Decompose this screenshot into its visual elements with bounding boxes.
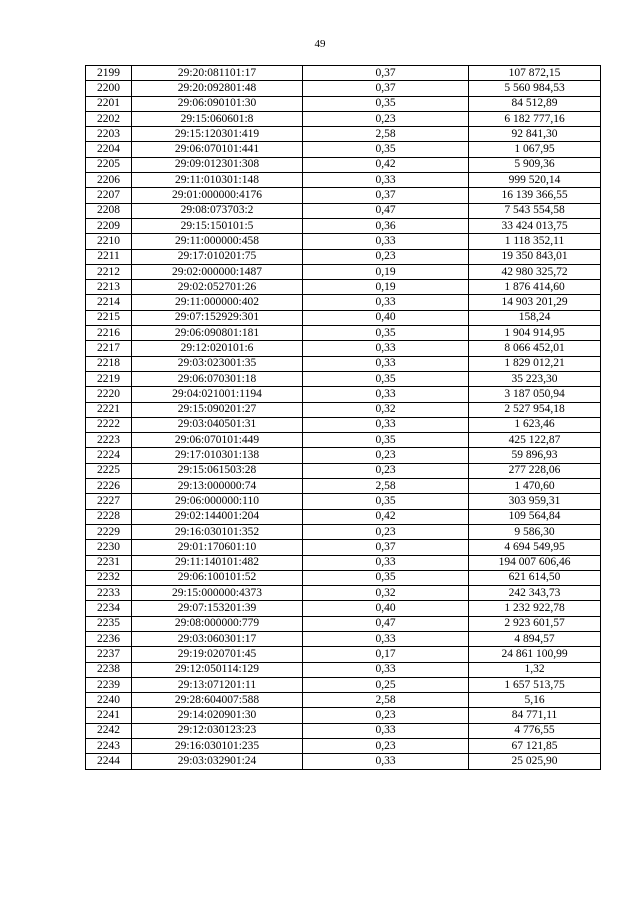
value-cell: 194 007 606,46: [469, 555, 601, 570]
row-number-cell: 2217: [86, 341, 132, 356]
row-number-cell: 2221: [86, 402, 132, 417]
value-cell: 14 903 201,29: [469, 295, 601, 310]
value-cell: 5 560 984,53: [469, 81, 601, 96]
value-cell: 303 959,31: [469, 494, 601, 509]
row-number-cell: 2207: [86, 188, 132, 203]
row-number-cell: 2235: [86, 616, 132, 631]
rate-cell: 0,23: [303, 448, 469, 463]
cadastral-number-cell: 29:08:000000:779: [132, 616, 303, 631]
rate-cell: 0,32: [303, 586, 469, 601]
value-cell: 1 470,60: [469, 479, 601, 494]
rate-cell: 0,47: [303, 616, 469, 631]
table-row: [86, 570, 601, 585]
rate-cell: 0,23: [303, 111, 469, 126]
table-row: [86, 341, 601, 356]
row-number-cell: 2209: [86, 218, 132, 233]
cadastral-number-cell: 29:17:010301:138: [132, 448, 303, 463]
table-row: [86, 295, 601, 310]
value-cell: 19 350 843,01: [469, 249, 601, 264]
row-number-cell: 2229: [86, 524, 132, 539]
rate-cell: 2,58: [303, 693, 469, 708]
rate-cell: 0,35: [303, 371, 469, 386]
cadastral-number-cell: 29:15:060601:8: [132, 111, 303, 126]
value-cell: 7 543 554,58: [469, 203, 601, 218]
row-number-cell: 2220: [86, 387, 132, 402]
cadastral-number-cell: 29:11:000000:458: [132, 234, 303, 249]
data-table: [85, 65, 601, 770]
table-row: [86, 494, 601, 509]
rate-cell: 0,19: [303, 280, 469, 295]
value-cell: 1 623,46: [469, 417, 601, 432]
value-cell: 16 139 366,55: [469, 188, 601, 203]
value-cell: 1 657 513,75: [469, 677, 601, 692]
row-number-cell: 2205: [86, 157, 132, 172]
value-cell: 425 122,87: [469, 433, 601, 448]
table-row: [86, 616, 601, 631]
table-row: [86, 524, 601, 539]
table-row: [86, 631, 601, 646]
row-number-cell: 2242: [86, 723, 132, 738]
cadastral-number-cell: 29:02:052701:26: [132, 280, 303, 295]
rate-cell: 0,33: [303, 234, 469, 249]
value-cell: 1 232 922,78: [469, 601, 601, 616]
rate-cell: 0,42: [303, 509, 469, 524]
cadastral-number-cell: 29:06:100101:52: [132, 570, 303, 585]
table-row: [86, 417, 601, 432]
cadastral-number-cell: 29:13:071201:11: [132, 677, 303, 692]
rate-cell: 0,37: [303, 66, 469, 81]
rate-cell: 0,37: [303, 81, 469, 96]
row-number-cell: 2210: [86, 234, 132, 249]
value-cell: 1 904 914,95: [469, 326, 601, 341]
table-row: [86, 310, 601, 325]
cadastral-number-cell: 29:03:032901:24: [132, 754, 303, 769]
cadastral-number-cell: 29:06:090101:30: [132, 96, 303, 111]
value-cell: 5,16: [469, 693, 601, 708]
rate-cell: 0,33: [303, 356, 469, 371]
table-row: [86, 96, 601, 111]
table-row: [86, 601, 601, 616]
rate-cell: 0,33: [303, 387, 469, 402]
cadastral-number-cell: 29:06:070101:441: [132, 142, 303, 157]
row-number-cell: 2244: [86, 754, 132, 769]
table-row: [86, 448, 601, 463]
rate-cell: 0,33: [303, 662, 469, 677]
cadastral-number-cell: 29:15:120301:419: [132, 127, 303, 142]
row-number-cell: 2201: [86, 96, 132, 111]
value-cell: 1 876 414,60: [469, 280, 601, 295]
cadastral-number-cell: 29:03:040501:31: [132, 417, 303, 432]
cadastral-number-cell: 29:08:073703:2: [132, 203, 303, 218]
row-number-cell: 2199: [86, 66, 132, 81]
rate-cell: 2,58: [303, 479, 469, 494]
value-cell: 4 776,55: [469, 723, 601, 738]
row-number-cell: 2225: [86, 463, 132, 478]
table-row: [86, 173, 601, 188]
table-row: [86, 111, 601, 126]
rate-cell: 0,40: [303, 310, 469, 325]
rate-cell: 0,33: [303, 173, 469, 188]
table-row: [86, 142, 601, 157]
row-number-cell: 2228: [86, 509, 132, 524]
cadastral-number-cell: 29:19:020701:45: [132, 647, 303, 662]
row-number-cell: 2222: [86, 417, 132, 432]
cadastral-number-cell: 29:16:030101:235: [132, 739, 303, 754]
table-row: [86, 218, 601, 233]
cadastral-number-cell: 29:09:012301:308: [132, 157, 303, 172]
rate-cell: 0,23: [303, 463, 469, 478]
rate-cell: 0,33: [303, 723, 469, 738]
rate-cell: 0,35: [303, 326, 469, 341]
row-number-cell: 2233: [86, 586, 132, 601]
cadastral-number-cell: 29:11:010301:148: [132, 173, 303, 188]
row-number-cell: 2223: [86, 433, 132, 448]
cadastral-number-cell: 29:01:170601:10: [132, 540, 303, 555]
cadastral-number-cell: 29:28:604007:588: [132, 693, 303, 708]
table-row: [86, 326, 601, 341]
value-cell: 1 118 352,11: [469, 234, 601, 249]
value-cell: 35 223,30: [469, 371, 601, 386]
table-row: [86, 387, 601, 402]
row-number-cell: 2206: [86, 173, 132, 188]
table-row: [86, 81, 601, 96]
table-row: [86, 371, 601, 386]
cadastral-number-cell: 29:11:000000:402: [132, 295, 303, 310]
rate-cell: 0,35: [303, 570, 469, 585]
row-number-cell: 2239: [86, 677, 132, 692]
value-cell: 42 980 325,72: [469, 264, 601, 279]
rate-cell: 0,23: [303, 524, 469, 539]
table-row: [86, 754, 601, 769]
row-number-cell: 2218: [86, 356, 132, 371]
cadastral-number-cell: 29:12:030123:23: [132, 723, 303, 738]
cadastral-number-cell: 29:06:070101:449: [132, 433, 303, 448]
rate-cell: 0,40: [303, 601, 469, 616]
table-row: [86, 647, 601, 662]
cadastral-number-cell: 29:02:144001:204: [132, 509, 303, 524]
table-row: [86, 249, 601, 264]
value-cell: 1 829 012,21: [469, 356, 601, 371]
cadastral-number-cell: 29:04:021001:1194: [132, 387, 303, 402]
table-row: [86, 188, 601, 203]
cadastral-number-cell: 29:12:050114:129: [132, 662, 303, 677]
value-cell: 1,32: [469, 662, 601, 677]
rate-cell: 0,33: [303, 754, 469, 769]
row-number-cell: 2241: [86, 708, 132, 723]
cadastral-number-cell: 29:07:153201:39: [132, 601, 303, 616]
rate-cell: 0,23: [303, 708, 469, 723]
value-cell: 9 586,30: [469, 524, 601, 539]
table-row: [86, 677, 601, 692]
row-number-cell: 2227: [86, 494, 132, 509]
cadastral-number-cell: 29:06:070301:18: [132, 371, 303, 386]
rate-cell: 0,35: [303, 494, 469, 509]
rate-cell: 0,33: [303, 417, 469, 432]
table-row: [86, 693, 601, 708]
rate-cell: 0,37: [303, 540, 469, 555]
rate-cell: 0,23: [303, 739, 469, 754]
table-row: [86, 479, 601, 494]
cadastral-number-cell: 29:11:140101:482: [132, 555, 303, 570]
value-cell: 84 771,11: [469, 708, 601, 723]
row-number-cell: 2200: [86, 81, 132, 96]
rate-cell: 0,47: [303, 203, 469, 218]
table-row: [86, 433, 601, 448]
value-cell: 242 343,73: [469, 586, 601, 601]
rate-cell: 0,35: [303, 433, 469, 448]
row-number-cell: 2211: [86, 249, 132, 264]
table-row: [86, 264, 601, 279]
value-cell: 5 909,36: [469, 157, 601, 172]
value-cell: 109 564,84: [469, 509, 601, 524]
table-row: [86, 509, 601, 524]
rate-cell: 0,33: [303, 341, 469, 356]
rate-cell: 0,19: [303, 264, 469, 279]
value-cell: 999 520,14: [469, 173, 601, 188]
row-number-cell: 2203: [86, 127, 132, 142]
row-number-cell: 2230: [86, 540, 132, 555]
table-row: [86, 157, 601, 172]
value-cell: 1 067,95: [469, 142, 601, 157]
value-cell: 158,24: [469, 310, 601, 325]
cadastral-number-cell: 29:03:023001:35: [132, 356, 303, 371]
value-cell: 3 187 050,94: [469, 387, 601, 402]
cadastral-number-cell: 29:13:000000:74: [132, 479, 303, 494]
cadastral-number-cell: 29:14:020901:30: [132, 708, 303, 723]
table-row: [86, 127, 601, 142]
row-number-cell: 2236: [86, 631, 132, 646]
rate-cell: 0,33: [303, 295, 469, 310]
table-row: [86, 540, 601, 555]
table-row: [86, 739, 601, 754]
rate-cell: 0,17: [303, 647, 469, 662]
cadastral-number-cell: 29:01:000000:4176: [132, 188, 303, 203]
table-row: [86, 402, 601, 417]
value-cell: 4 694 549,95: [469, 540, 601, 555]
row-number-cell: 2215: [86, 310, 132, 325]
value-cell: 277 228,06: [469, 463, 601, 478]
value-cell: 84 512,89: [469, 96, 601, 111]
table-row: [86, 723, 601, 738]
cadastral-number-cell: 29:15:000000:4373: [132, 586, 303, 601]
rate-cell: 0,36: [303, 218, 469, 233]
value-cell: 67 121,85: [469, 739, 601, 754]
value-cell: 107 872,15: [469, 66, 601, 81]
value-cell: 25 025,90: [469, 754, 601, 769]
cadastral-number-cell: 29:02:000000:1487: [132, 264, 303, 279]
value-cell: 59 896,93: [469, 448, 601, 463]
table-row: [86, 555, 601, 570]
table-row: [86, 463, 601, 478]
value-cell: 6 182 777,16: [469, 111, 601, 126]
table-row: [86, 662, 601, 677]
table-row: [86, 586, 601, 601]
rate-cell: 0,37: [303, 188, 469, 203]
cadastral-number-cell: 29:20:081101:17: [132, 66, 303, 81]
row-number-cell: 2243: [86, 739, 132, 754]
table-row: [86, 356, 601, 371]
table-row: [86, 280, 601, 295]
value-cell: 4 894,57: [469, 631, 601, 646]
cadastral-number-cell: 29:03:060301:17: [132, 631, 303, 646]
cadastral-number-cell: 29:15:090201:27: [132, 402, 303, 417]
row-number-cell: 2237: [86, 647, 132, 662]
row-number-cell: 2234: [86, 601, 132, 616]
row-number-cell: 2204: [86, 142, 132, 157]
cadastral-number-cell: 29:17:010201:75: [132, 249, 303, 264]
cadastral-number-cell: 29:12:020101:6: [132, 341, 303, 356]
row-number-cell: 2232: [86, 570, 132, 585]
cadastral-number-cell: 29:20:092801:48: [132, 81, 303, 96]
cadastral-number-cell: 29:15:061503:28: [132, 463, 303, 478]
table-row: [86, 203, 601, 218]
rate-cell: 0,42: [303, 157, 469, 172]
table-row: [86, 66, 601, 81]
rate-cell: 2,58: [303, 127, 469, 142]
cadastral-number-cell: 29:16:030101:352: [132, 524, 303, 539]
rate-cell: 0,25: [303, 677, 469, 692]
rate-cell: 0,35: [303, 142, 469, 157]
value-cell: 92 841,30: [469, 127, 601, 142]
row-number-cell: 2219: [86, 371, 132, 386]
table-row: [86, 708, 601, 723]
rate-cell: 0,32: [303, 402, 469, 417]
value-cell: 2 923 601,57: [469, 616, 601, 631]
rate-cell: 0,35: [303, 96, 469, 111]
table-body: [86, 66, 601, 770]
page-number: 49: [314, 38, 326, 50]
row-number-cell: 2231: [86, 555, 132, 570]
row-number-cell: 2202: [86, 111, 132, 126]
cadastral-number-cell: 29:15:150101:5: [132, 218, 303, 233]
row-number-cell: 2214: [86, 295, 132, 310]
rate-cell: 0,23: [303, 249, 469, 264]
row-number-cell: 2240: [86, 693, 132, 708]
row-number-cell: 2226: [86, 479, 132, 494]
value-cell: 33 424 013,75: [469, 218, 601, 233]
row-number-cell: 2212: [86, 264, 132, 279]
value-cell: 2 527 954,18: [469, 402, 601, 417]
value-cell: 24 861 100,99: [469, 647, 601, 662]
row-number-cell: 2224: [86, 448, 132, 463]
rate-cell: 0,33: [303, 631, 469, 646]
row-number-cell: 2213: [86, 280, 132, 295]
value-cell: 8 066 452,01: [469, 341, 601, 356]
row-number-cell: 2208: [86, 203, 132, 218]
cadastral-number-cell: 29:06:090801:181: [132, 326, 303, 341]
table-row: [86, 234, 601, 249]
cadastral-number-cell: 29:07:152929:301: [132, 310, 303, 325]
row-number-cell: 2238: [86, 662, 132, 677]
rate-cell: 0,33: [303, 555, 469, 570]
value-cell: 621 614,50: [469, 570, 601, 585]
row-number-cell: 2216: [86, 326, 132, 341]
cadastral-number-cell: 29:06:000000:110: [132, 494, 303, 509]
